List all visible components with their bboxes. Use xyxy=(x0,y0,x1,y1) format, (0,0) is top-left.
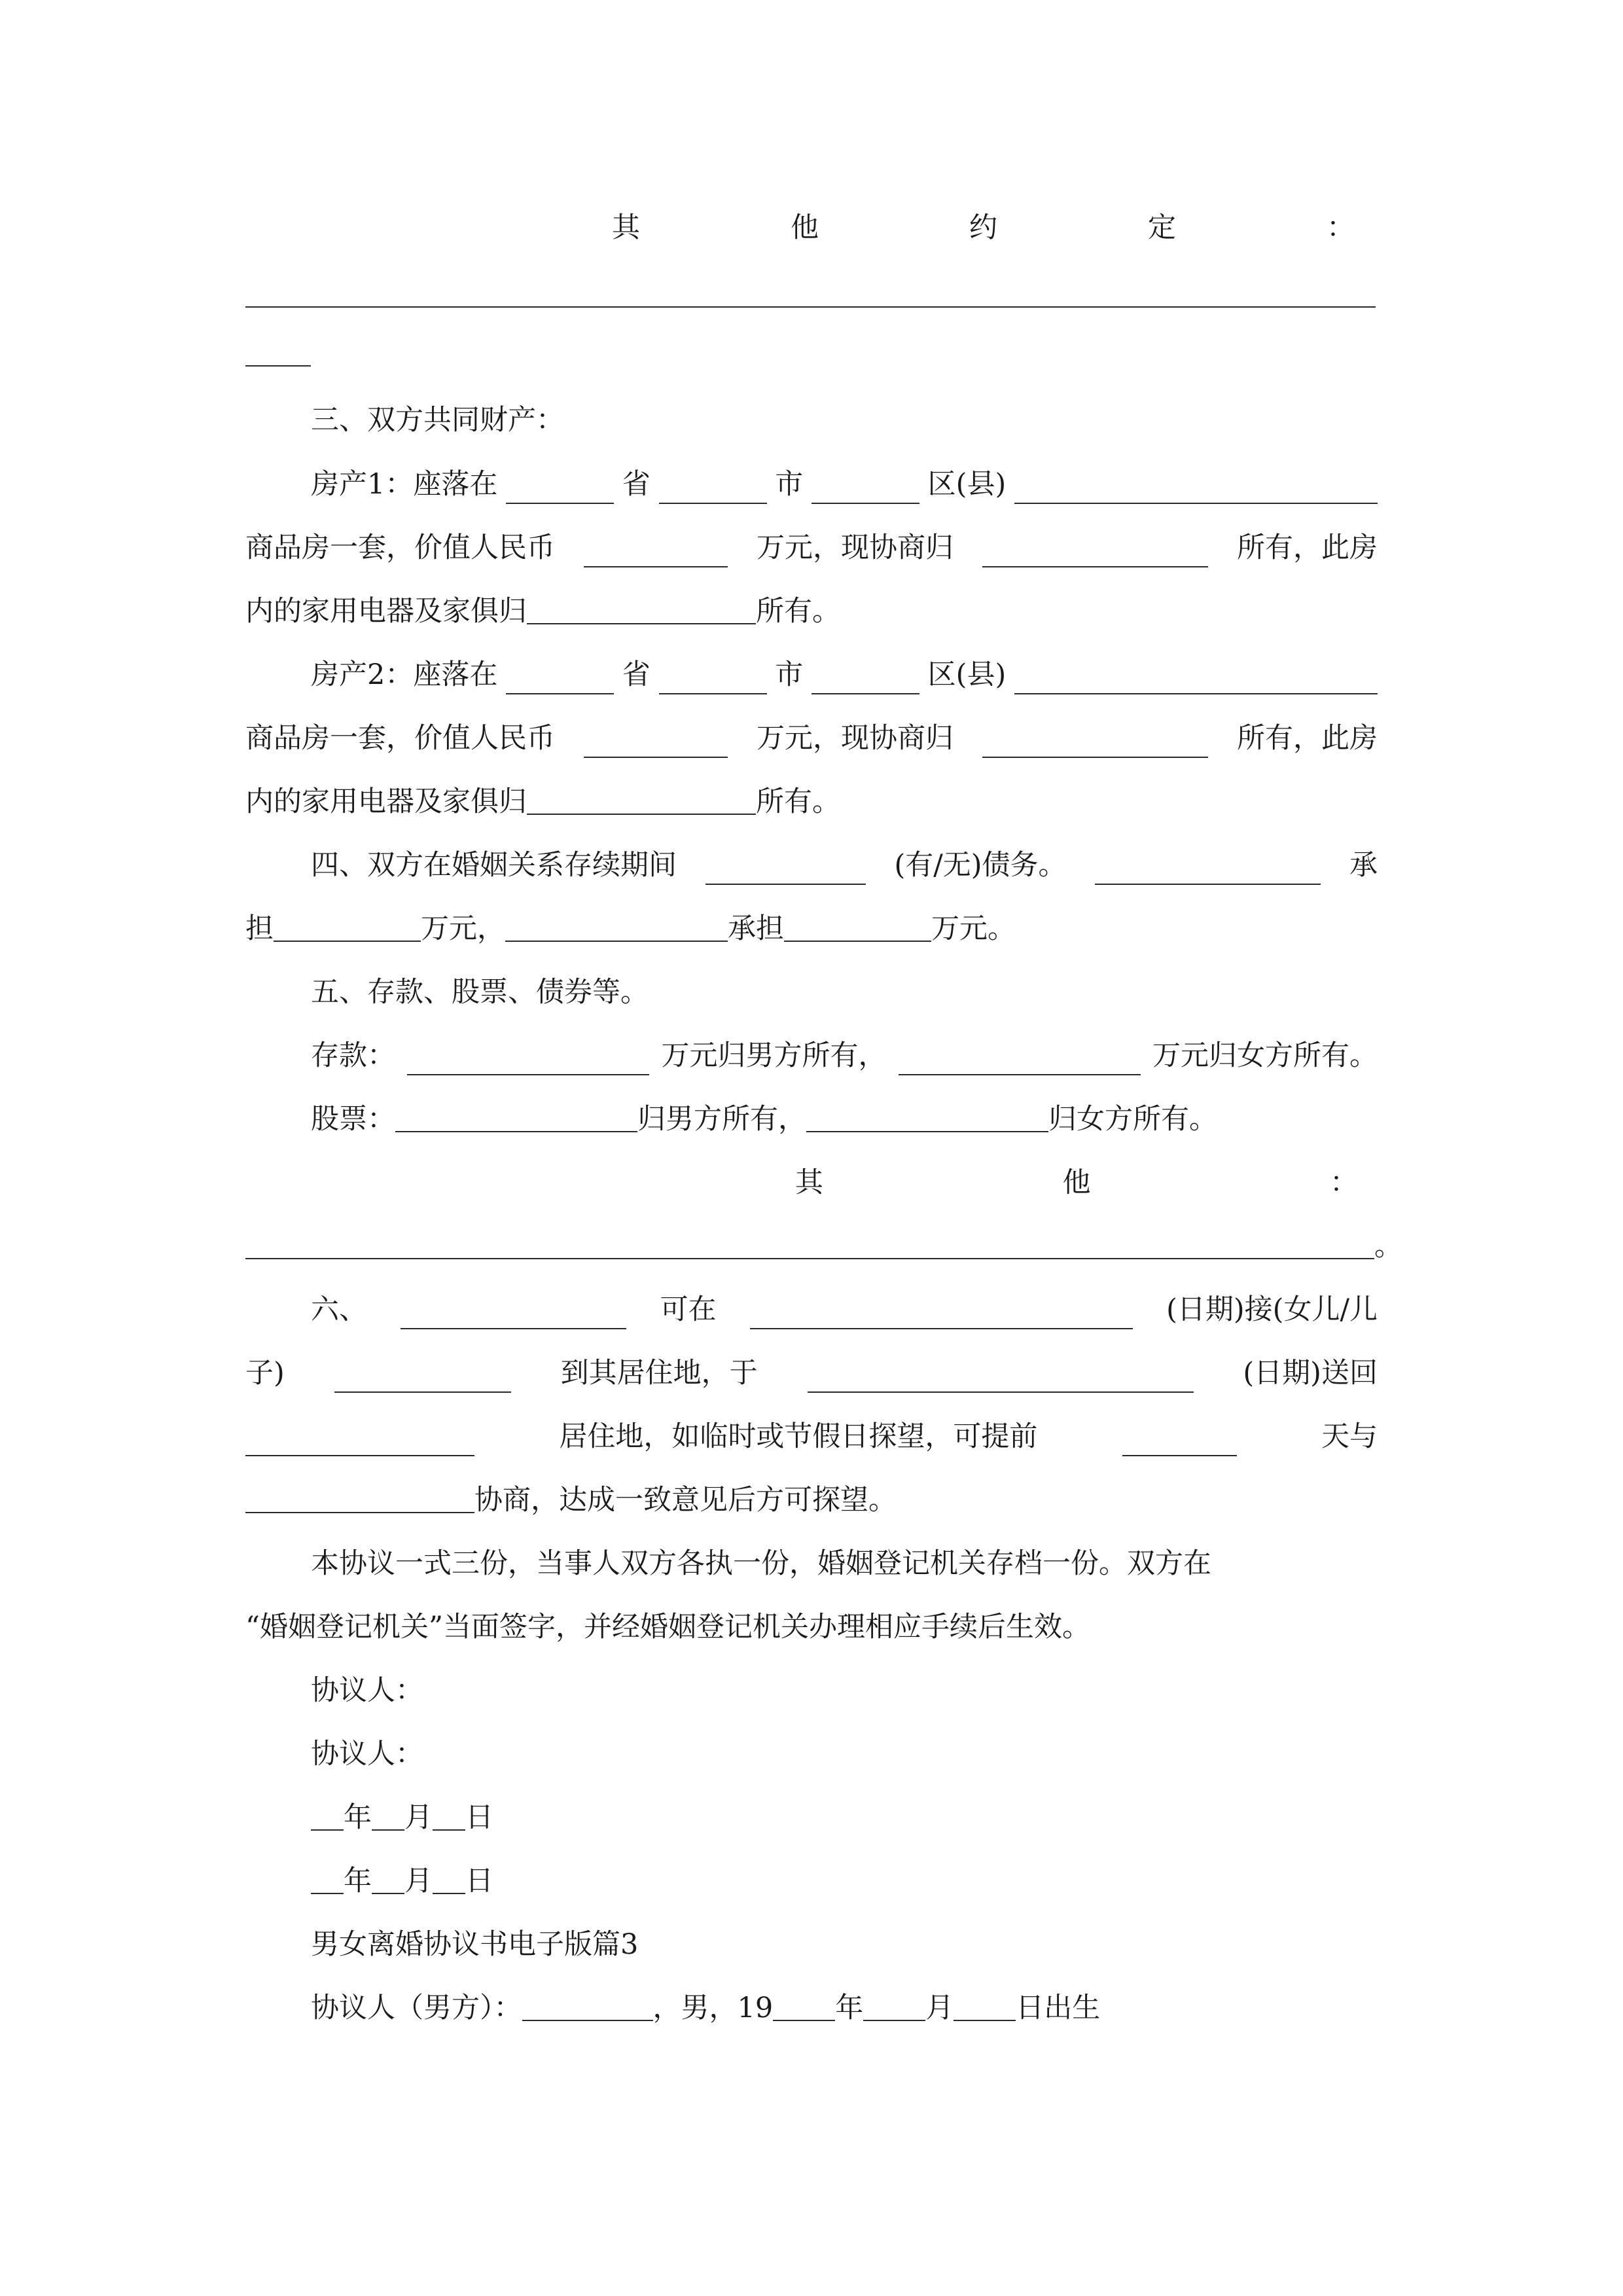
stock-male-blank[interactable] xyxy=(395,1105,637,1132)
stock-female-blank[interactable] xyxy=(806,1105,1048,1132)
deposit-line: 存款： 万元归男方所有， 万元归女方所有。 xyxy=(311,1036,1378,1075)
section-3-heading: 三、双方共同财产： xyxy=(311,404,564,437)
other-terms-blank-line-end[interactable] xyxy=(245,365,311,367)
debt-bearer-1-blank[interactable] xyxy=(1095,857,1321,885)
house-1-value-line: 商品房一套，价值人民币 万元，现协商归 所有，此房 xyxy=(245,528,1378,567)
section-6-line-3: 居住地，如临时或节假日探望，可提前 天与 xyxy=(245,1417,1378,1456)
house-1-province-blank[interactable] xyxy=(506,476,614,504)
negotiate-party-blank[interactable] xyxy=(245,1486,474,1513)
house-1-location-line: 房产1：座落在 省 市 区(县) xyxy=(311,465,1378,504)
child-name-blank[interactable] xyxy=(334,1365,511,1393)
debt-status-blank[interactable] xyxy=(705,857,866,885)
date-line-2: 年 月 日 xyxy=(311,1861,1378,1901)
house-2-owner-blank[interactable] xyxy=(982,730,1208,758)
birth-year-blank[interactable] xyxy=(773,1994,835,2021)
house-1-furniture-line: 内的家用电器及家俱归 所有。 xyxy=(245,595,840,628)
visitor-blank[interactable] xyxy=(401,1302,626,1329)
closing-line-2: “婚姻登记机关”当面签字，并经婚姻登记机关办理相应手续后生效。 xyxy=(245,1611,1090,1643)
other-assets-heading: 其 他 ： xyxy=(795,1166,1358,1199)
pickup-date-blank[interactable] xyxy=(750,1302,1133,1329)
house-2-city-blank[interactable] xyxy=(659,667,767,694)
section-4-debt-amount-line: 担 万元， 承担 万元。 xyxy=(245,912,1016,945)
date-2-day-blank[interactable] xyxy=(433,1867,465,1894)
date-1-day-blank[interactable] xyxy=(433,1803,465,1831)
date-1-month-blank[interactable] xyxy=(372,1803,404,1831)
section-4-debt-line: 四、双方在婚姻关系存续期间 (有/无)债务。 承 xyxy=(311,846,1378,885)
male-name-blank[interactable] xyxy=(522,1994,653,2021)
debt-amount-2-blank[interactable] xyxy=(784,914,931,942)
signatory-1-label: 协议人： xyxy=(311,1674,423,1707)
house-1-city-blank[interactable] xyxy=(659,476,767,504)
deposit-female-blank[interactable] xyxy=(899,1048,1141,1075)
house-2-location-line: 房产2：座落在 省 市 区(县) xyxy=(311,655,1378,694)
debt-amount-1-blank[interactable] xyxy=(274,914,421,942)
house-2-address-blank[interactable] xyxy=(1014,667,1378,694)
section-6-line-1: 六、 可在 (日期)接(女儿/儿 xyxy=(311,1290,1378,1329)
date-2-month-blank[interactable] xyxy=(372,1867,404,1894)
section-6-line-4: 协商，达成一致意见后方可探望。 xyxy=(245,1480,1378,1520)
other-terms-heading: 其 他 约 定 ： xyxy=(612,211,1355,244)
birth-month-blank[interactable] xyxy=(863,1994,925,2021)
section-6-line-2: 子) 到其居住地，于 (日期)送回 xyxy=(245,1354,1378,1393)
house-2-district-blank[interactable] xyxy=(812,667,919,694)
other-assets-blank[interactable] xyxy=(245,1232,1374,1259)
house-1-district-blank[interactable] xyxy=(812,476,919,504)
next-article-title: 男女离婚协议书电子版篇3 xyxy=(311,1928,639,1961)
house-1-furniture-owner-blank[interactable] xyxy=(527,597,756,624)
deposit-male-blank[interactable] xyxy=(407,1048,649,1075)
next-article-party-line: 协议人（男方）： ，男，19 年 月 日出生 xyxy=(311,1992,1101,2024)
advance-days-blank[interactable] xyxy=(1122,1429,1237,1456)
house-2-furniture-line: 内的家用电器及家俱归 所有。 xyxy=(245,785,840,818)
debt-bearer-2-blank[interactable] xyxy=(505,914,728,942)
signatory-2-label: 协议人： xyxy=(311,1738,423,1770)
house-1-owner-blank[interactable] xyxy=(982,540,1208,567)
return-residence-blank[interactable] xyxy=(245,1429,474,1456)
date-1-year-blank[interactable] xyxy=(311,1803,344,1831)
date-2-year-blank[interactable] xyxy=(311,1867,344,1894)
stock-line: 股票： 归男方所有， 归女方所有。 xyxy=(311,1103,1217,1136)
house-1-value-blank[interactable] xyxy=(584,540,728,567)
birth-day-blank[interactable] xyxy=(954,1994,1016,2021)
other-terms-blank-line[interactable] xyxy=(245,306,1376,308)
section-5-heading: 五、存款、股票、债券等。 xyxy=(311,976,649,1009)
house-2-province-blank[interactable] xyxy=(506,667,614,694)
house-2-furniture-owner-blank[interactable] xyxy=(527,787,756,815)
house-2-value-blank[interactable] xyxy=(584,730,728,758)
closing-line-1: 本协议一式三份，当事人双方各执一份，婚姻登记机关存档一份。双方在 xyxy=(311,1547,1211,1580)
return-date-blank[interactable] xyxy=(808,1365,1194,1393)
other-assets-blank-line: 。 xyxy=(245,1227,1391,1266)
house-1-address-blank[interactable] xyxy=(1014,476,1378,504)
house-2-value-line: 商品房一套，价值人民币 万元，现协商归 所有，此房 xyxy=(245,719,1378,758)
date-line-1: 年 月 日 xyxy=(311,1798,1378,1837)
